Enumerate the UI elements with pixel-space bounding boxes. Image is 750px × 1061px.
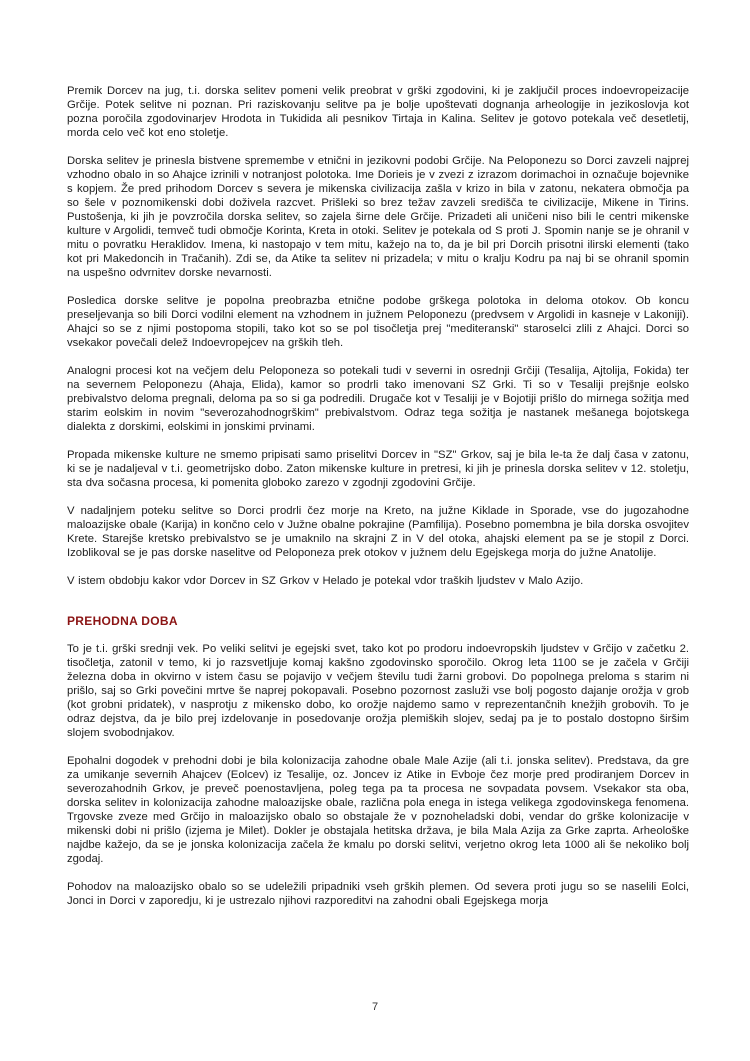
paragraph: V nadaljnjem poteku selitve so Dorci prodrli čez morje na Kreto, na južne Kiklade in Sporade, vse do jugozahodne maloazijske obale (Karija) in končno celo v Južne obalne pokrajine (Pamfilija). Posebno pomembna je bila dorska osvojitev Krete. Starejše kretsko prebivalstvo se je umaknilo na skrajni Z in V del otoka, ahajski element pa se je stopil z Dorci. Izoblikoval se je pas dorske naselitve od Peloponeza prek otokov v južnem delu Egejskega morja do južne Anatolije. (67, 505, 689, 559)
paragraph: Pohodov na maloazijsko obalo so se udeležili pripadniki vseh grških plemen. Od severa proti jugu so se naselili Eolci, Jonci in Dorci v zaporedju, ki je ustrezalo njihovi razporeditvi na zahodni obali Egejskega morja (67, 881, 689, 907)
paragraph: Posledica dorske selitve je popolna preobrazba etnične podobe grškega polotoka in deloma otokov. Ob koncu preseljevanja so bili Dorci vodilni element na vzhodnem in južnem Peloponezu (predvsem v Argolidi in kasneje v Lakoniji). Ahajci so se z njimi postopoma stopili, tako kot so se pol tisočletja prej "mediteranski" staroselci zlili z Ahajci. Dorci so vsekakor povečali delež Indoevropejcev na grških tleh. (67, 295, 689, 349)
paragraph: Analogni procesi kot na večjem delu Peloponeza so potekali tudi v severni in osrednji Grčiji (Tesalija, Ajtolija, Fokida) ter na severnem Peloponezu (Ahaja, Elida), kamor so prodrli tako imenovani SZ Grki. Ti so v Tesaliji prejšnje eolsko prebivalstvo deloma pregnali, deloma pa so si ga podredili. Drugače kot v Tesaliji je v Bojotiji prišlo do mirnega sožitja med starim eolskim in novim "severozahodnogrškim" prebivalstvom. Odraz tega sožitja je nastanek mešanega bojotskega dialekta z dorskimi, eolskimi in jonskimi prvinami. (67, 365, 689, 433)
text-block (67, 84, 689, 922)
paragraph: Dorska selitev je prinesla bistvene spremembe v etnični in jezikovni podobi Grčije. Na Peloponezu so Dorci zavzeli najprej vzhodno obalo in so Ahajce izrinili v notranjost polotoka. Ime Dorieis je v zvezi z izrazom dorimachoi in označuje bojevnike s kopjem. Že pred prihodom Dorcev s severa je mikenska civilizacija zašla v krizo in bila v zatonu, nekatera območja pa so šele v poznomikenski dobi doživela razcvet. Prišleki so brez težav zavzeli središča te civilizacije, Mikene in Tirins. Pustošenja, ki jih je povzročila dorska selitev, so zajela širne dele Grčije. Prizadeti ali uničeni niso bili le centri mikenske kulture v Argolidi, temveč tudi območje Korinta, Kreta in otoki. Selitev je potekala od S proti J. Spomin nanje se je ohranil v mitu o povratku Heraklidov. Imena, ki nastopajo v tem mitu, kažejo na to, da je bil pri Dorcih prisotni ilirski elementi (tako kot pri Makedoncih in Tračanih). Zdi se, da Atike ta selitev ni prizadela; v mitu o kralju Kodru pa naj bi se ohranil spomin na uspešno odvrnitev dorske nevarnosti. (67, 155, 689, 279)
paragraph: Propada mikenske kulture ne smemo pripisati samo priselitvi Dorcev in "SZ" Grkov, saj je bila le-ta že dalj časa v zatonu, ki se je nadaljeval v t.i. geometrijsko dobo. Zaton mikenske kulture in pretresi, ki jih je prinesla dorska selitev v 12. stoletju, sta dva sočasna procesa, ki pomenita globoko zarezo v zgodnji zgodovini Grčije. (67, 449, 689, 489)
paragraph: Epohalni dogodek v prehodni dobi je bila kolonizacija zahodne obale Male Azije (ali t.i. jonska selitev). Predstava, da gre za umikanje severnih Ahajcev (Eolcev) iz Tesalije, oz. Joncev iz Atike in Evboje čez morje pred prodiranjem Dorcev in severozahodnih Grkov, je preveč poenostavljena, poleg tega pa ta procesa ne sovpadata povsem. Vsekakor sta oba, dorska selitev in kolonizacija zahodne maloazijske obale, različna pola enega in istega velikega zgodovinskega fenomena. Trgovske zveze med Grčijo in maloazijsko obalo so obstajale že v poznoheladski dobi, vendar do grške kolonizacije v mikenski dobi ni prišlo (izjema je Milet). Dokler je obstajala hetitska država, je bila Mala Azija za Grke zaprta. Arheološke najdbe kažejo, da se je jonska kolonizacija začela že kmalu po dorski selitvi, verjetno okrog leta 1000 ali še nekoliko bolj zgodaj. (67, 755, 689, 865)
paragraph: Premik Dorcev na jug, t.i. dorska selitev pomeni velik preobrat v grški zgodovini, ki je zaključil proces indoevropeizacije Grčije. Potek selitve ni poznan. Pri raziskovanju selitve pa je bolje upoštevati dognanja arheologije in jezikoslovja kot pozna poročila zgodovinarjev Hrodota in Tukidida ali pesnikov Tirtaja in Kalina. Selitev je gotovo potekala več desetletij, morda celo več kot eno stoletje. (67, 85, 689, 139)
paragraph: To je t.i. grški srednji vek. Po veliki selitvi je egejski svet, tako kot po prodoru indoevropskih ljudstev v Grčijo v začetku 2. tisočletja, zatonil v temo, ki jo razsvetljuje komaj kakšno zgodovinsko sporočilo. Okrog leta 1100 se je začela v Grčiji železna doba in okvirno v istem času se pojavijo v večjem številu tudi žarni grobovi. Do popolnega preloma s starim ni prišlo, saj so Grki povečini mrtve še naprej pokopavali. Posebno pozornost zasluži vse bolj pogosto dajanje orožja v grob (kot grobni pridatek), v nasprotju z mikensko dobo, ko orožje najdemo samo v reprezentančnih knežjih grobovih. To je odraz dejstva, da je bilo prej izdelovanje in posedovanje orožja plemiških slojev, sedaj pa je to postalo dostopno širšim slojem svobodnjakov. (67, 643, 689, 739)
page-number: 7 (371, 1001, 379, 1013)
paragraph: V istem obdobju kakor vdor Dorcev in SZ Grkov v Helado je potekal vdor traških ljudstev v Malo Azijo. (67, 575, 584, 587)
section-heading: PREHODNA DOBA (67, 614, 178, 628)
